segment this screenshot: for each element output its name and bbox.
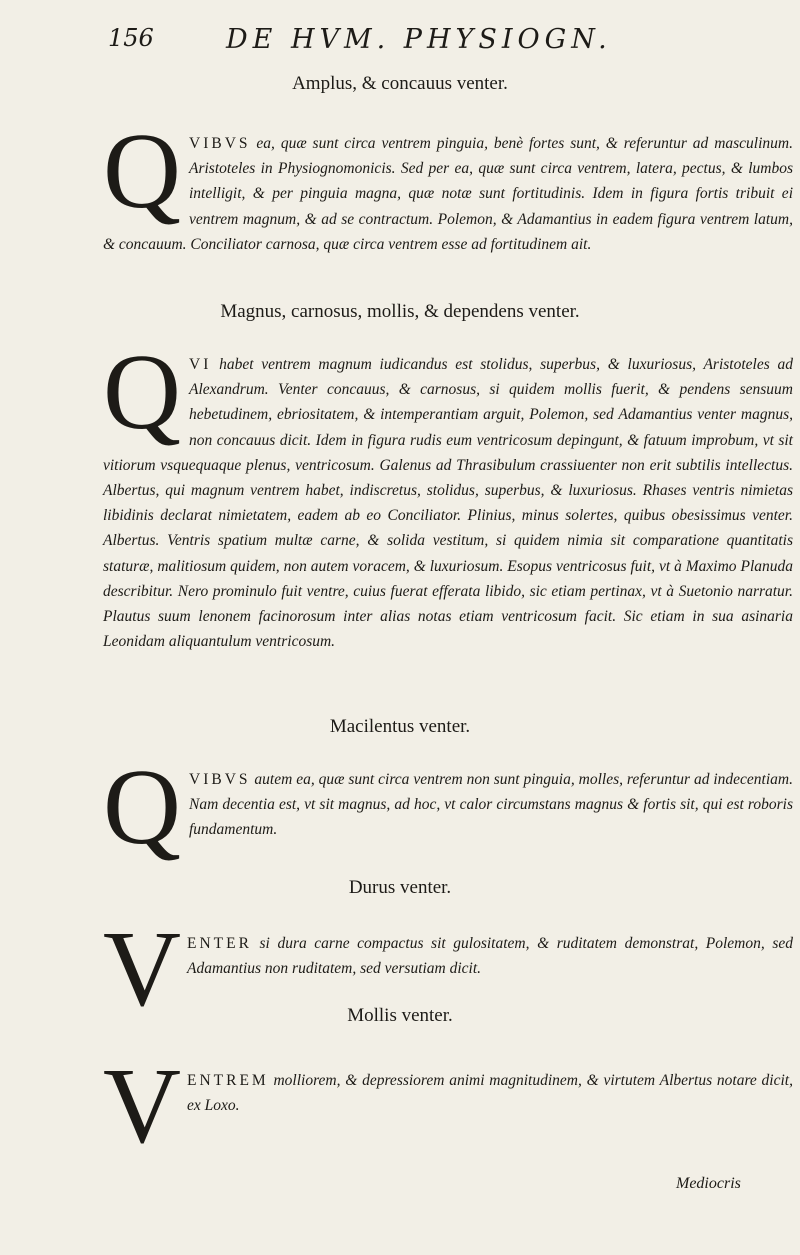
lead-word: ENTER	[187, 935, 252, 952]
paragraph-text: autem ea, quæ sunt circa ventrem non sunt pinguia, molles, referuntur ad indecentiam. Nam decentia est, vt sit magnus, ad hoc, vt calor circumstans magnus & fortis sit, qui est roboris fundamentum.	[189, 771, 793, 839]
lead-word: ENTREM	[187, 1072, 269, 1089]
section-heading: Macilentus venter.	[329, 716, 471, 737]
lead-word: VIBVS	[189, 135, 251, 152]
paragraph-text: ea, quæ sunt circa ventrem pinguia, benè fortes sunt, & referuntur ad masculinum. Aristoteles in Physiognomonicis. Sed per ea, quæ sunt circa ventrem, latera, pectus, & lumbos intelligit, & per pinguia magna, quæ notæ sunt fortitudinis. Idem in figura fortis tribuit ei ventrem magnum, & ad se contractum. Polemon, & Adamantius in eadem figura ventrem latum, & concauum. Conciliator carnosa, quæ circa ventrem esse ad fortitudinem ait.	[103, 135, 793, 253]
page-number: 156	[108, 24, 154, 52]
drop-cap: Q	[103, 748, 181, 867]
section-heading: Magnus, carnosus, mollis, & dependens venter.	[220, 301, 580, 322]
section-paragraph	[103, 748, 793, 867]
drop-cap: V	[103, 910, 181, 1029]
drop-cap: Q	[103, 112, 181, 231]
lead-word: VI	[189, 356, 212, 373]
section-heading: Amplus, & concauus venter.	[292, 73, 508, 94]
section-heading: Mollis venter.	[347, 1005, 453, 1026]
running-head	[108, 24, 748, 60]
section-paragraph	[103, 112, 793, 257]
section-heading: Durus venter.	[348, 877, 452, 898]
lead-word: VIBVS	[189, 771, 251, 788]
running-title: DE HVM. PHYSIOGN.	[226, 24, 612, 55]
drop-cap: Q	[103, 333, 181, 452]
catchword: Mediocris	[676, 1175, 741, 1192]
section-paragraph	[103, 333, 793, 654]
paragraph-text: molliorem, & depressiorem animi magnitudinem, & virtutem Albertus notare dicit, ex Loxo.	[187, 1072, 793, 1115]
section-paragraph	[103, 1047, 793, 1166]
paragraph-text: si dura carne compactus sit gulositatem, & ruditatem demonstrat, Polemon, sed Adamantius non ruditatem, sed versutiam dicit.	[187, 935, 793, 978]
paragraph-text: habet ventrem magnum iudicandus est stolidus, superbus, & luxuriosus, Aristoteles ad Alexandrum. Venter concauus, & carnosus, si quidem mollis fuerit, & pendens sensuum hebetudinem, ebriositatem, & intemperantiam arguit, Polemon, sed Adamantius venter magnus, non concauus dicit. Idem in figura rudis eum ventricosum depingunt, & fatuum improbum, vt sit vitiorum vsquequaque plenus, ventricosum. Galenus ad Thrasibulum crassiuenter non erit subtilis intellectus. Albertus, qui magnum ventrem habet, indiscretus, stolidus, superbus, & luxuriosus. Rhases ventris nimietas libidinis declarat nimietatem, eadem ab eo Conciliator. Plinius, minus solertes, quibus obesissimus venter. Albertus. Ventris spatium multæ carne, & solida vestitum, si quidem nimia sit comparatione quantitatis staturæ, malitiosum quidem, non autem voracem, & luxuriosum. Esopus ventricosus fuit, vt à Maximo Planuda describitur. Nero prominulo fuit ventre, cuius fuerat efferata libido, sic etiam pertinax, vt à Suetonio narratur. Plautus suum lenonem facinorosum inter alias notas etiam ventricosum facit. Sic etiam in sua asinaria Leonidam aliquantulum ventricosum.	[103, 356, 793, 651]
drop-cap: V	[103, 1047, 181, 1166]
